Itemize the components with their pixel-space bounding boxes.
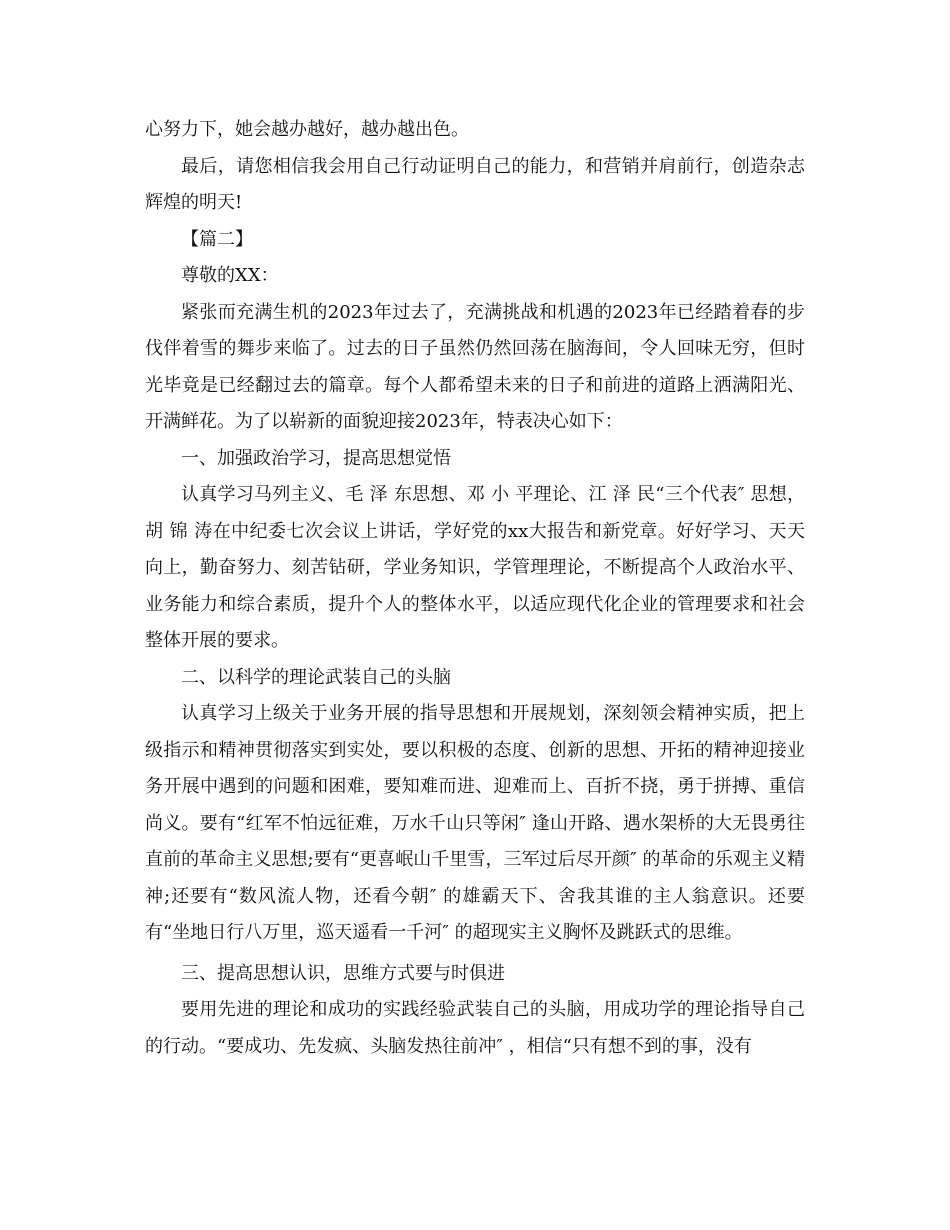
paragraph-point-one: 认真学习马列主义、毛 泽 东思想、邓 小 平理论、江 泽 民“三个代表″ 思想，胡 锦 涛在中纪委七次会议上讲话，学好党的xx大报告和新党章。好好学习、天天向上，勤奋努力、刻苦钻研，学业务知识，学管理理论，不断提高个人政治水平、业务能力和综合素质，提升个人的整体水平，以适应现代化企业的管理要求和社会整体开展的要求。 [145,484,805,651]
paragraph-point-two: 认真学习上级关于业务开展的指导思想和开展规划，深刻领会精神实质，把上级指示和精神贯彻落实到实处，要以积极的态度、创新的思想、开拓的精神迎接业务开展中遇到的问题和困难，要知难而进、迎难而上、百折不挠，勇于拼搏、重信尚义。要有“红军不怕远征难，万水千山只等闲″ 逢山开路、遇水架桥的大无畏勇往直前的革命主义思想;要有“更喜岷山千里雪，三军过后尽开颜″ 的革命的乐观主义精神;还要有“数风流人物，还看今朝″ 的雄霸天下、舍我其谁的主人翁意识。还要有“坐地日行八万里，巡天遥看一千河″ 的超现实主义胸怀及跳跃式的思维。 [145,703,805,943]
paragraph-intro: 紧张而充满生机的2023年过去了，充满挑战和机遇的2023年已经踏着春的步伐伴着雪的舞步来临了。过去的日子虽然仍然回荡在脑海间，令人回味无穷，但时光毕竟是已经翻过去的篇章。每个人都希望未来的日子和前进的道路上洒满阳光、开满鲜花。为了以崭新的面貌迎接2023年，特表决心如下： [145,301,805,432]
paragraph-closing: 最后，请您相信我会用自己行动证明自己的能力，和营销并肩前行，创造杂志辉煌的明天! [145,155,805,213]
heading-point-two: 二、以科学的理论武装自己的头脑 [181,666,451,688]
heading-point-one: 一、加强政治学习，提高思想觉悟 [181,447,451,469]
section-heading-part-two: 【篇二】 [181,228,253,250]
salutation: 尊敬的XX： [181,265,279,286]
heading-point-three: 三、提高思想认识，思维方式要与时俱进 [181,962,505,984]
paragraph-point-three: 要用先进的理论和成功的实践经验武装自己的头脑，用成功学的理论指导自己的行动。“要成功、先发疯、头脑发热往前冲″ ，相信“只有想不到的事，没有 [145,999,805,1057]
document-body [145,112,805,1065]
paragraph-continuation: 心努力下，她会越办越好，越办越出色。 [145,119,469,140]
